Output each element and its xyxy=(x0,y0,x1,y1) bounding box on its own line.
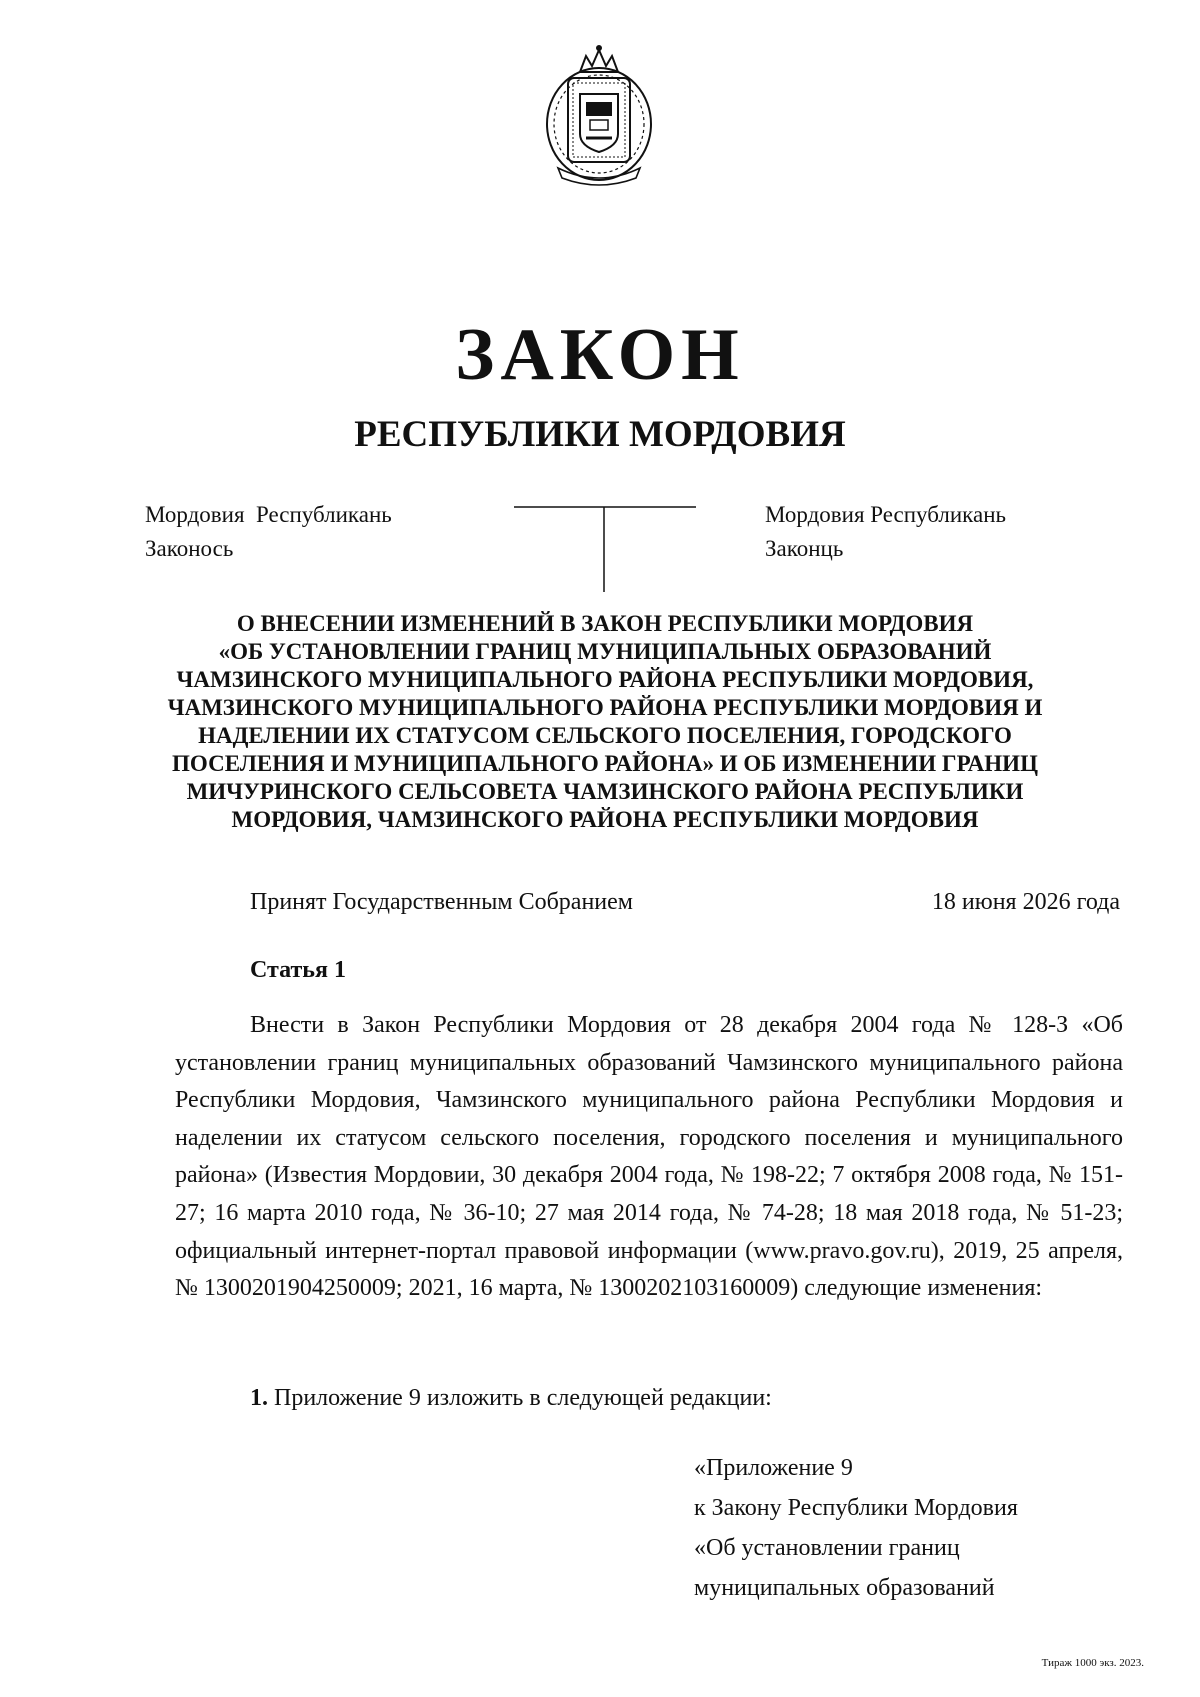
appendix-line: к Закону Республики Мордовия xyxy=(694,1495,1018,1521)
adoption-date: 18 июня 2026 года xyxy=(931,889,1120,915)
appendix-line: «Об установлении границ xyxy=(694,1535,960,1561)
item-text: Приложение 9 изложить в следующей редакции: xyxy=(268,1385,772,1411)
heading-line: ЧАМЗИНСКОГО МУНИЦИПАЛЬНОГО РАЙОНА РЕСПУБЛИКИ МОРДОВИЯ И xyxy=(167,695,1043,720)
heading-line: МОРДОВИЯ, ЧАМЗИНСКОГО РАЙОНА РЕСПУБЛИКИ МОРДОВИЯ xyxy=(231,807,979,832)
moksha-title xyxy=(145,498,392,566)
heading-line: ЧАМЗИНСКОГО МУНИЦИПАЛЬНОГО РАЙОНА РЕСПУБЛИКИ МОРДОВИЯ, xyxy=(176,667,1034,692)
appendix-line: муниципальных образований xyxy=(694,1575,995,1601)
appendix-header xyxy=(694,1448,1018,1608)
republic-subtitle: РЕСПУБЛИКИ МОРДОВИЯ xyxy=(354,414,846,455)
divider-tee xyxy=(514,506,696,592)
article-paragraph: Внести в Закон Республики Мордовия от 28 декабря 2004 года № 128-З «Об установлении границ муниципальных образований Чамзинского муниципального района Республики Мордовия, Чамзинского муниципального района Республики Мордовия и наделении их статусом сельского поселения, городского поселения и муниципального района» (Известия Мордовии, 30 декабря 2004 года, № 198-22; 7 октября 2008 года, № 151-27; 16 марта 2010 года, № 36-10; 27 мая 2014 года, № 74-28; 18 мая 2018 года, № 51-23; официальный интернет-портал правовой информации (www.pravo.gov.ru), 2019, 25 апреля, № 1300201904250009; 2021, 16 марта, № 1300202103160009) следующие изменения: xyxy=(175,1012,1123,1302)
item-number: 1. xyxy=(250,1385,268,1411)
heading-line: ПОСЕЛЕНИЯ И МУНИЦИПАЛЬНОГО РАЙОНА» И ОБ ИЗМЕНЕНИИ ГРАНИЦ xyxy=(172,751,1038,776)
appendix-line: «Приложение 9 xyxy=(694,1455,853,1481)
print-run-note: Тираж 1000 экз. 2023. xyxy=(1041,1657,1144,1669)
adoption-label: Принят Государственным Собранием xyxy=(250,889,633,915)
article-item-1 xyxy=(250,1383,772,1413)
law-heading xyxy=(150,610,1060,834)
law-title: ЗАКОН xyxy=(455,314,745,396)
moksha-title-line: Законось xyxy=(145,536,234,561)
erzya-title xyxy=(765,498,1006,566)
heading-line: НАДЕЛЕНИИ ИХ СТАТУСОМ СЕЛЬСКОГО ПОСЕЛЕНИЯ, ГОРОДСКОГО xyxy=(198,723,1012,748)
heading-line: «ОБ УСТАНОВЛЕНИИ ГРАНИЦ МУНИЦИПАЛЬНЫХ ОБРАЗОВАНИЙ xyxy=(218,639,992,664)
erzya-title-line: Законць xyxy=(765,536,844,561)
article-title: Статья 1 xyxy=(250,957,346,983)
coat-of-arms-icon xyxy=(540,42,658,192)
heading-line: О ВНЕСЕНИИ ИЗМЕНЕНИЙ В ЗАКОН РЕСПУБЛИКИ МОРДОВИЯ xyxy=(236,611,974,636)
heading-line: МИЧУРИНСКОГО СЕЛЬСОВЕТА ЧАМЗИНСКОГО РАЙОНА РЕСПУБЛИКИ xyxy=(186,779,1024,804)
moksha-title-line: Мордовия Республикань xyxy=(145,502,392,527)
erzya-title-line: Мордовия Республикань xyxy=(765,502,1007,527)
